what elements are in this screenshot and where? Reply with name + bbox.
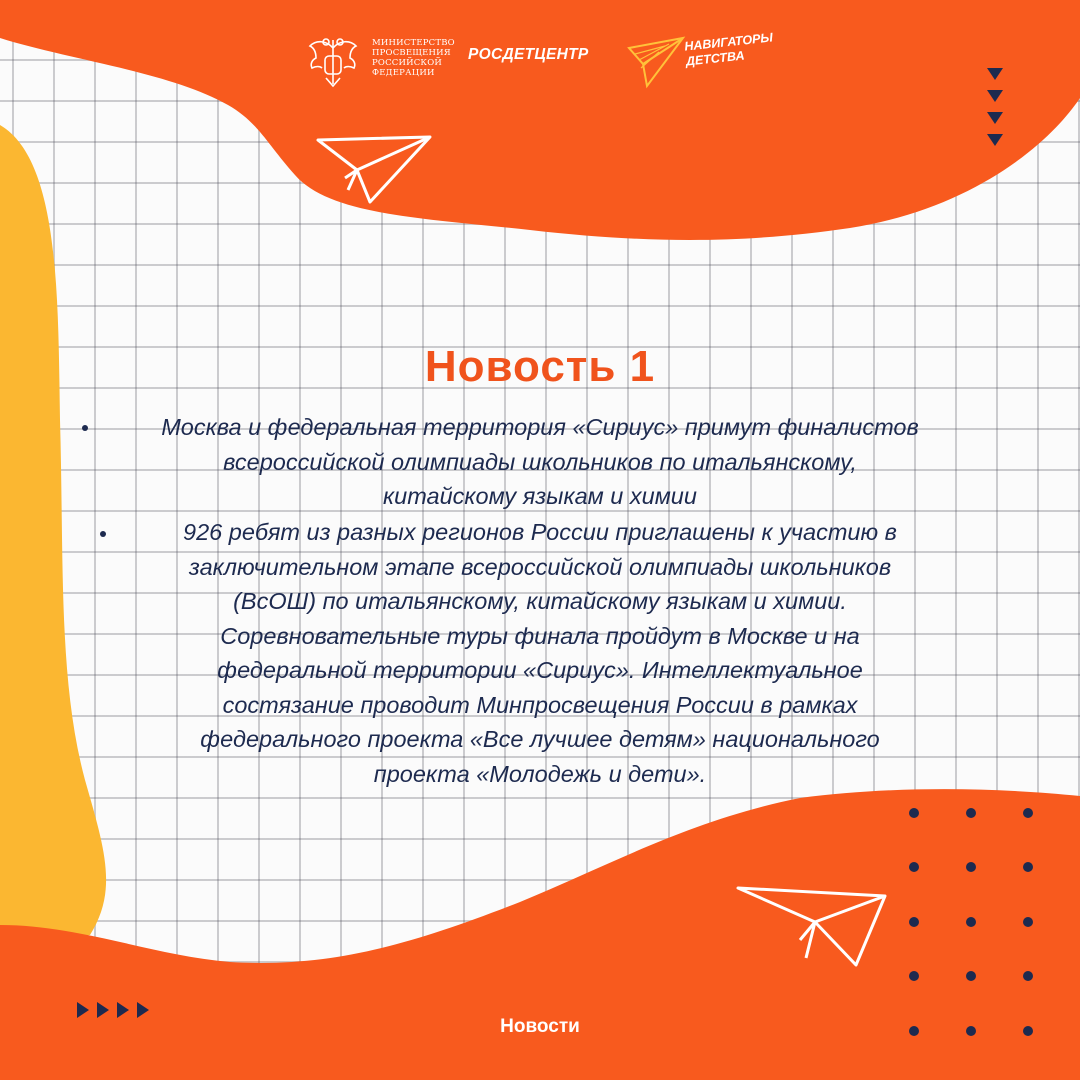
emblem-icon (304, 34, 362, 90)
ministry-logo (300, 30, 460, 96)
navigators-plane-icon (625, 34, 687, 90)
footer-label: Новости (500, 1016, 580, 1037)
news-bullet-2: 926 ребят из разных регионов России приглашены к участию в заключительном этапе всероссийской олимпиады школьников (ВсОШ) по итальянскому, китайскому языкам и химии. Соревновательные туры финала пройдут в Москве и на федеральной территории «Сириус». Интеллектуальное состязание проводит Минпросвещения России в рамках федерального проекта «Все лучшее детям» национального проекта «Молодежь и дети». (183, 519, 897, 787)
navigators-logo-text: НАВИГАТОРЫ ДЕТСТВА (683, 30, 774, 69)
news-title: Новость 1 (424, 342, 656, 391)
rosdetcenter-logo: РОСДЕТЦЕНТР (468, 46, 589, 63)
ministry-logo-text: МИНИСТЕРСТВО ПРОСВЕЩЕНИЯ РОССИЙСКОЙ ФЕДЕРАЦИИ (372, 38, 455, 78)
navigators-logo (625, 30, 785, 96)
header-logos (300, 30, 780, 96)
news-bullet-1: Москва и федеральная территория «Сириус» примут финалистов всероссийской олимпиады школьников по итальянскому, китайскому языкам и химии (161, 414, 919, 509)
